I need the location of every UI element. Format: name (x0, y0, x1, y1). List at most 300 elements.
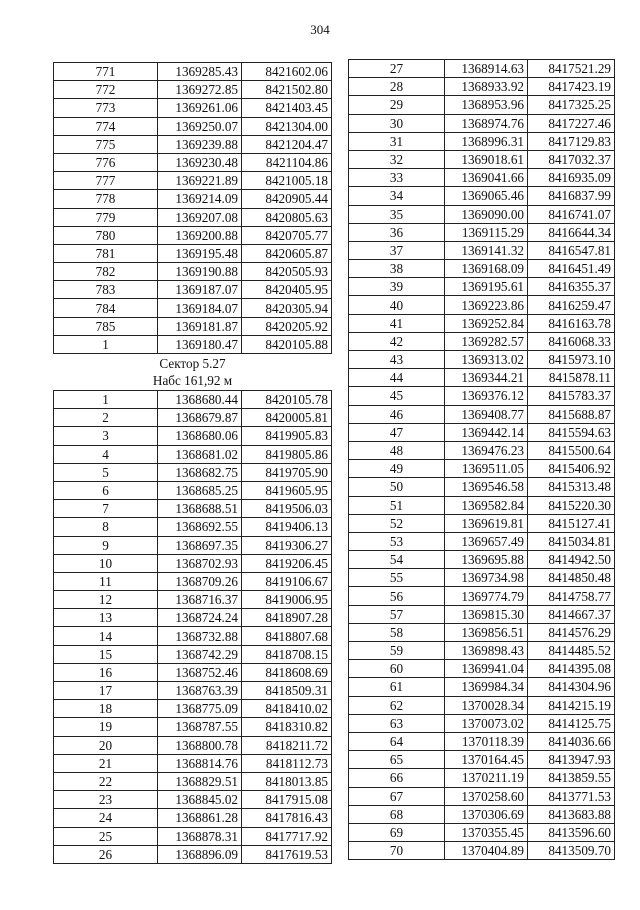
y-coordinate-cell: 8421104.86 (242, 153, 332, 171)
table-row (349, 769, 615, 787)
x-coordinate-cell: 1369207.08 (158, 208, 242, 226)
point-number-cell: 33 (349, 169, 445, 187)
y-coordinate-cell: 8420205.92 (242, 317, 332, 335)
table-row (349, 496, 615, 514)
y-coordinate-cell: 8420005.81 (242, 409, 332, 427)
y-coordinate-cell: 8414758.77 (528, 587, 615, 605)
point-number-cell: 771 (54, 63, 158, 81)
y-coordinate-cell: 8413596.60 (528, 823, 615, 841)
section-header-cell (54, 354, 332, 391)
table-row (349, 205, 615, 223)
left-table-rows-b (54, 391, 332, 864)
y-coordinate-cell: 8413859.55 (528, 769, 615, 787)
y-coordinate-cell: 8418708.15 (242, 645, 332, 663)
x-coordinate-cell: 1368800.78 (158, 736, 242, 754)
y-coordinate-cell: 8419705.90 (242, 463, 332, 481)
x-coordinate-cell: 1369734.98 (445, 569, 528, 587)
point-number-cell: 775 (54, 135, 158, 153)
y-coordinate-cell: 8415127.41 (528, 514, 615, 532)
point-number-cell: 36 (349, 223, 445, 241)
point-number-cell: 17 (54, 682, 158, 700)
point-number-cell: 45 (349, 387, 445, 405)
table-row (54, 81, 332, 99)
y-coordinate-cell: 8417717.92 (242, 827, 332, 845)
point-number-cell: 8 (54, 518, 158, 536)
point-number-cell: 4 (54, 445, 158, 463)
table-row (349, 351, 615, 369)
table-row (54, 190, 332, 208)
point-number-cell: 38 (349, 260, 445, 278)
point-number-cell: 55 (349, 569, 445, 587)
x-coordinate-cell: 1369141.32 (445, 241, 528, 259)
point-number-cell: 67 (349, 787, 445, 805)
x-coordinate-cell: 1369442.14 (445, 423, 528, 441)
x-coordinate-cell: 1369250.07 (158, 117, 242, 135)
point-number-cell: 21 (54, 754, 158, 772)
point-number-cell: 15 (54, 645, 158, 663)
point-number-cell: 26 (54, 845, 158, 863)
point-number-cell: 59 (349, 642, 445, 660)
x-coordinate-cell: 1368752.46 (158, 663, 242, 681)
point-number-cell: 43 (349, 351, 445, 369)
y-coordinate-cell: 8415034.81 (528, 532, 615, 550)
point-number-cell: 1 (54, 391, 158, 409)
point-number-cell: 14 (54, 627, 158, 645)
table-row (54, 791, 332, 809)
point-number-cell: 782 (54, 263, 158, 281)
table-row (349, 642, 615, 660)
point-number-cell: 10 (54, 554, 158, 572)
point-number-cell: 70 (349, 842, 445, 860)
table-row (54, 172, 332, 190)
y-coordinate-cell: 8417129.83 (528, 132, 615, 150)
y-coordinate-cell: 8420805.63 (242, 208, 332, 226)
y-coordinate-cell: 8414667.37 (528, 605, 615, 623)
table-row (54, 536, 332, 554)
point-number-cell: 5 (54, 463, 158, 481)
x-coordinate-cell: 1368742.29 (158, 645, 242, 663)
x-coordinate-cell: 1369221.89 (158, 172, 242, 190)
x-coordinate-cell: 1370404.89 (445, 842, 528, 860)
page-number: 304 (310, 22, 330, 37)
y-coordinate-cell: 8416837.99 (528, 187, 615, 205)
point-number-cell: 6 (54, 481, 158, 499)
point-number-cell: 40 (349, 296, 445, 314)
y-coordinate-cell: 8415500.64 (528, 441, 615, 459)
y-coordinate-cell: 8416935.09 (528, 169, 615, 187)
y-coordinate-cell: 8420905.44 (242, 190, 332, 208)
point-number-cell: 774 (54, 117, 158, 135)
table-row (54, 481, 332, 499)
point-number-cell: 19 (54, 718, 158, 736)
table-row (54, 754, 332, 772)
x-coordinate-cell: 1369282.57 (445, 332, 528, 350)
table-row (349, 241, 615, 259)
x-coordinate-cell: 1369285.43 (158, 63, 242, 81)
point-number-cell: 776 (54, 153, 158, 171)
table-row (349, 223, 615, 241)
point-number-cell: 66 (349, 769, 445, 787)
table-row (54, 208, 332, 226)
y-coordinate-cell: 8421403.45 (242, 99, 332, 117)
y-coordinate-cell: 8418608.69 (242, 663, 332, 681)
y-coordinate-cell: 8415220.30 (528, 496, 615, 514)
y-coordinate-cell: 8421304.00 (242, 117, 332, 135)
point-number-cell: 41 (349, 314, 445, 332)
y-coordinate-cell: 8415594.63 (528, 423, 615, 441)
y-coordinate-cell: 8421204.47 (242, 135, 332, 153)
y-coordinate-cell: 8416259.47 (528, 296, 615, 314)
table-row (54, 645, 332, 663)
y-coordinate-cell: 8418410.02 (242, 700, 332, 718)
table-row (349, 441, 615, 459)
x-coordinate-cell: 1369214.09 (158, 190, 242, 208)
y-coordinate-cell: 8418807.68 (242, 627, 332, 645)
table-row (349, 114, 615, 132)
y-coordinate-cell: 8418907.28 (242, 609, 332, 627)
table-row (54, 463, 332, 481)
point-number-cell: 50 (349, 478, 445, 496)
x-coordinate-cell: 1369898.43 (445, 642, 528, 660)
x-coordinate-cell: 1369774.79 (445, 587, 528, 605)
y-coordinate-cell: 8418509.31 (242, 682, 332, 700)
table-row (54, 609, 332, 627)
y-coordinate-cell: 8420405.95 (242, 281, 332, 299)
x-coordinate-cell: 1370164.45 (445, 751, 528, 769)
y-coordinate-cell: 8420505.93 (242, 263, 332, 281)
x-coordinate-cell: 1368775.09 (158, 700, 242, 718)
table-row (349, 696, 615, 714)
table-row (349, 551, 615, 569)
table-row (54, 809, 332, 827)
y-coordinate-cell: 8419905.83 (242, 427, 332, 445)
y-coordinate-cell: 8417521.29 (528, 60, 615, 78)
point-number-cell: 785 (54, 317, 158, 335)
table-row (349, 605, 615, 623)
y-coordinate-cell: 8416355.37 (528, 278, 615, 296)
table-row (349, 150, 615, 168)
table-row (349, 532, 615, 550)
x-coordinate-cell: 1368914.63 (445, 60, 528, 78)
table-row (349, 278, 615, 296)
table-row (349, 260, 615, 278)
y-coordinate-cell: 8416547.81 (528, 241, 615, 259)
table-row (54, 391, 332, 409)
y-coordinate-cell: 8414125.75 (528, 714, 615, 732)
x-coordinate-cell: 1369695.88 (445, 551, 528, 569)
table-row (349, 842, 615, 860)
table-row (349, 478, 615, 496)
y-coordinate-cell: 8418310.82 (242, 718, 332, 736)
point-number-cell: 27 (349, 60, 445, 78)
point-number-cell: 1 (54, 335, 158, 353)
y-coordinate-cell: 8415973.10 (528, 351, 615, 369)
table-row (349, 387, 615, 405)
y-coordinate-cell: 8418211.72 (242, 736, 332, 754)
y-coordinate-cell: 8417619.53 (242, 845, 332, 863)
x-coordinate-cell: 1369856.51 (445, 623, 528, 641)
y-coordinate-cell: 8417227.46 (528, 114, 615, 132)
table-row (54, 335, 332, 353)
y-coordinate-cell: 8419106.67 (242, 572, 332, 590)
y-coordinate-cell: 8420305.94 (242, 299, 332, 317)
point-number-cell: 29 (349, 96, 445, 114)
table-row (349, 714, 615, 732)
x-coordinate-cell: 1368681.02 (158, 445, 242, 463)
x-coordinate-cell: 1369187.07 (158, 281, 242, 299)
y-coordinate-cell: 8417423.19 (528, 78, 615, 96)
table-row (54, 299, 332, 317)
point-number-cell: 784 (54, 299, 158, 317)
x-coordinate-cell: 1369115.29 (445, 223, 528, 241)
x-coordinate-cell: 1368702.93 (158, 554, 242, 572)
table-row (54, 153, 332, 171)
y-coordinate-cell: 8419406.13 (242, 518, 332, 536)
x-coordinate-cell: 1368685.25 (158, 481, 242, 499)
x-coordinate-cell: 1368680.06 (158, 427, 242, 445)
x-coordinate-cell: 1369041.66 (445, 169, 528, 187)
y-coordinate-cell: 8419006.95 (242, 591, 332, 609)
point-number-cell: 39 (349, 278, 445, 296)
table-row (54, 135, 332, 153)
point-number-cell: 35 (349, 205, 445, 223)
y-coordinate-cell: 8417032.37 (528, 150, 615, 168)
x-coordinate-cell: 1368974.76 (445, 114, 528, 132)
table-row (349, 296, 615, 314)
table-row (349, 405, 615, 423)
x-coordinate-cell: 1369200.88 (158, 226, 242, 244)
table-row (54, 500, 332, 518)
y-coordinate-cell: 8414395.08 (528, 660, 615, 678)
x-coordinate-cell: 1369181.87 (158, 317, 242, 335)
table-row (349, 78, 615, 96)
table-row (349, 678, 615, 696)
x-coordinate-cell: 1369376.12 (445, 387, 528, 405)
table-row (349, 805, 615, 823)
section-header-row (54, 354, 332, 391)
point-number-cell: 44 (349, 369, 445, 387)
table-row (54, 317, 332, 335)
y-coordinate-cell: 8417325.25 (528, 96, 615, 114)
x-coordinate-cell: 1369195.48 (158, 244, 242, 262)
table-row (54, 281, 332, 299)
point-number-cell: 16 (54, 663, 158, 681)
point-number-cell: 12 (54, 591, 158, 609)
x-coordinate-cell: 1369657.49 (445, 532, 528, 550)
table-row (349, 314, 615, 332)
point-number-cell: 58 (349, 623, 445, 641)
point-number-cell: 773 (54, 99, 158, 117)
x-coordinate-cell: 1370306.69 (445, 805, 528, 823)
point-number-cell: 69 (349, 823, 445, 841)
section-area: Набс 161,92 м (152, 373, 233, 388)
x-coordinate-cell: 1370355.45 (445, 823, 528, 841)
y-coordinate-cell: 8416068.33 (528, 332, 615, 350)
x-coordinate-cell: 1369619.81 (445, 514, 528, 532)
x-coordinate-cell: 1369090.00 (445, 205, 528, 223)
y-coordinate-cell: 8420105.78 (242, 391, 332, 409)
point-number-cell: 61 (349, 678, 445, 696)
x-coordinate-cell: 1369815.30 (445, 605, 528, 623)
point-number-cell: 62 (349, 696, 445, 714)
x-coordinate-cell: 1368861.28 (158, 809, 242, 827)
section-title: Сектор 5.27 (159, 356, 226, 371)
x-coordinate-cell: 1369941.04 (445, 660, 528, 678)
point-number-cell: 9 (54, 536, 158, 554)
y-coordinate-cell: 8414215.19 (528, 696, 615, 714)
right-table-rows (349, 60, 615, 860)
point-number-cell: 24 (54, 809, 158, 827)
point-number-cell: 783 (54, 281, 158, 299)
y-coordinate-cell: 8418112.73 (242, 754, 332, 772)
y-coordinate-cell: 8419306.27 (242, 536, 332, 554)
table-row (54, 117, 332, 135)
table-row (349, 623, 615, 641)
y-coordinate-cell: 8415688.87 (528, 405, 615, 423)
point-number-cell: 777 (54, 172, 158, 190)
x-coordinate-cell: 1370118.39 (445, 732, 528, 750)
x-coordinate-cell: 1368682.75 (158, 463, 242, 481)
x-coordinate-cell: 1368996.31 (445, 132, 528, 150)
point-number-cell: 7 (54, 500, 158, 518)
point-number-cell: 65 (349, 751, 445, 769)
table-row (54, 409, 332, 427)
table-row (54, 572, 332, 590)
x-coordinate-cell: 1370028.34 (445, 696, 528, 714)
point-number-cell: 25 (54, 827, 158, 845)
y-coordinate-cell: 8415878.11 (528, 369, 615, 387)
point-number-cell: 32 (349, 150, 445, 168)
y-coordinate-cell: 8414304.96 (528, 678, 615, 696)
x-coordinate-cell: 1370211.19 (445, 769, 528, 787)
coordinates-table-left (53, 62, 332, 864)
y-coordinate-cell: 8415406.92 (528, 460, 615, 478)
y-coordinate-cell: 8421005.18 (242, 172, 332, 190)
point-number-cell: 54 (349, 551, 445, 569)
point-number-cell: 34 (349, 187, 445, 205)
table-row (54, 627, 332, 645)
table-row (349, 787, 615, 805)
point-number-cell: 13 (54, 609, 158, 627)
table-row (349, 369, 615, 387)
y-coordinate-cell: 8414485.52 (528, 642, 615, 660)
point-number-cell: 28 (349, 78, 445, 96)
y-coordinate-cell: 8416163.78 (528, 314, 615, 332)
table-row (349, 332, 615, 350)
point-number-cell: 63 (349, 714, 445, 732)
left-table-rows-a (54, 63, 332, 354)
table-row (349, 60, 615, 78)
x-coordinate-cell: 1369476.23 (445, 441, 528, 459)
y-coordinate-cell: 8415783.37 (528, 387, 615, 405)
y-coordinate-cell: 8420705.77 (242, 226, 332, 244)
point-number-cell: 37 (349, 241, 445, 259)
table-row (349, 587, 615, 605)
y-coordinate-cell: 8420605.87 (242, 244, 332, 262)
y-coordinate-cell: 8419605.95 (242, 481, 332, 499)
x-coordinate-cell: 1368845.02 (158, 791, 242, 809)
x-coordinate-cell: 1368692.55 (158, 518, 242, 536)
point-number-cell: 23 (54, 791, 158, 809)
x-coordinate-cell: 1369582.84 (445, 496, 528, 514)
table-row (54, 99, 332, 117)
y-coordinate-cell: 8416451.49 (528, 260, 615, 278)
point-number-cell: 781 (54, 244, 158, 262)
table-row (54, 700, 332, 718)
y-coordinate-cell: 8415313.48 (528, 478, 615, 496)
point-number-cell: 22 (54, 772, 158, 790)
x-coordinate-cell: 1369546.58 (445, 478, 528, 496)
point-number-cell: 49 (349, 460, 445, 478)
table-row (349, 514, 615, 532)
x-coordinate-cell: 1368933.92 (445, 78, 528, 96)
x-coordinate-cell: 1368787.55 (158, 718, 242, 736)
x-coordinate-cell: 1369180.47 (158, 335, 242, 353)
point-number-cell: 30 (349, 114, 445, 132)
point-number-cell: 53 (349, 532, 445, 550)
x-coordinate-cell: 1369195.61 (445, 278, 528, 296)
table-row (54, 663, 332, 681)
table-row (54, 682, 332, 700)
point-number-cell: 42 (349, 332, 445, 350)
x-coordinate-cell: 1370073.02 (445, 714, 528, 732)
point-number-cell: 68 (349, 805, 445, 823)
x-coordinate-cell: 1368878.31 (158, 827, 242, 845)
table-row (54, 772, 332, 790)
table-row (54, 445, 332, 463)
x-coordinate-cell: 1369261.06 (158, 99, 242, 117)
y-coordinate-cell: 8414942.50 (528, 551, 615, 569)
y-coordinate-cell: 8416741.07 (528, 205, 615, 223)
x-coordinate-cell: 1369168.09 (445, 260, 528, 278)
y-coordinate-cell: 8414850.48 (528, 569, 615, 587)
x-coordinate-cell: 1369065.46 (445, 187, 528, 205)
table-row (54, 263, 332, 281)
point-number-cell: 780 (54, 226, 158, 244)
x-coordinate-cell: 1369984.34 (445, 678, 528, 696)
x-coordinate-cell: 1369184.07 (158, 299, 242, 317)
x-coordinate-cell: 1369018.61 (445, 150, 528, 168)
x-coordinate-cell: 1368814.76 (158, 754, 242, 772)
y-coordinate-cell: 8414036.66 (528, 732, 615, 750)
y-coordinate-cell: 8419206.45 (242, 554, 332, 572)
x-coordinate-cell: 1369190.88 (158, 263, 242, 281)
table-row (349, 132, 615, 150)
point-number-cell: 772 (54, 81, 158, 99)
x-coordinate-cell: 1368829.51 (158, 772, 242, 790)
x-coordinate-cell: 1369344.21 (445, 369, 528, 387)
section-header (54, 354, 332, 391)
table-row (54, 427, 332, 445)
y-coordinate-cell: 8417915.08 (242, 791, 332, 809)
point-number-cell: 779 (54, 208, 158, 226)
x-coordinate-cell: 1369239.88 (158, 135, 242, 153)
y-coordinate-cell: 8420105.88 (242, 335, 332, 353)
y-coordinate-cell: 8414576.29 (528, 623, 615, 641)
x-coordinate-cell: 1369511.05 (445, 460, 528, 478)
point-number-cell: 3 (54, 427, 158, 445)
x-coordinate-cell: 1368953.96 (445, 96, 528, 114)
table-row (349, 187, 615, 205)
x-coordinate-cell: 1368709.26 (158, 572, 242, 590)
y-coordinate-cell: 8413509.70 (528, 842, 615, 860)
x-coordinate-cell: 1369223.86 (445, 296, 528, 314)
x-coordinate-cell: 1368680.44 (158, 391, 242, 409)
table-row (54, 518, 332, 536)
y-coordinate-cell: 8416644.34 (528, 223, 615, 241)
point-number-cell: 2 (54, 409, 158, 427)
y-coordinate-cell: 8413771.53 (528, 787, 615, 805)
